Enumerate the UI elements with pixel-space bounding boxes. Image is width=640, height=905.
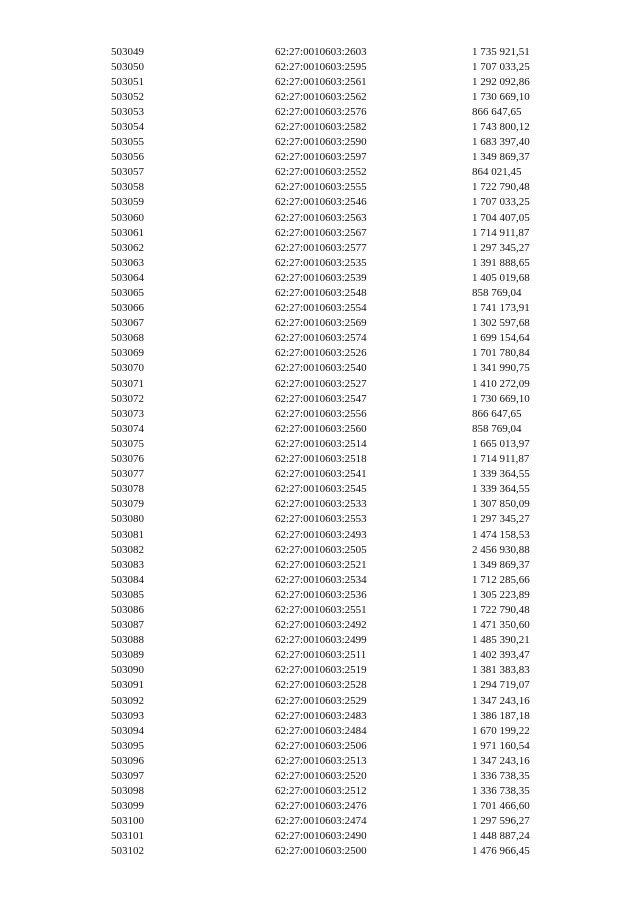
record-number-cell: 503084 bbox=[111, 573, 144, 586]
table-row bbox=[0, 150, 640, 165]
cadastral-number-cell: 62:27:0010603:2529 bbox=[275, 694, 367, 707]
record-number-cell: 503070 bbox=[111, 362, 144, 375]
record-number-cell: 503083 bbox=[111, 558, 144, 571]
cadastral-number-cell: 62:27:0010603:2528 bbox=[275, 679, 367, 692]
amount-cell: 1 735 921,51 bbox=[472, 45, 530, 58]
table-row bbox=[0, 180, 640, 195]
amount-cell: 1 704 407,05 bbox=[472, 211, 530, 224]
record-number-cell: 503064 bbox=[111, 271, 144, 284]
cadastral-number-cell: 62:27:0010603:2560 bbox=[275, 422, 367, 435]
record-number-cell: 503093 bbox=[111, 709, 144, 722]
record-number-cell: 503098 bbox=[111, 785, 144, 798]
table-row bbox=[0, 618, 640, 633]
record-number-cell: 503049 bbox=[111, 45, 144, 58]
cadastral-number-cell: 62:27:0010603:2533 bbox=[275, 498, 367, 511]
cadastral-number-cell: 62:27:0010603:2548 bbox=[275, 287, 367, 299]
amount-cell: 858 769,04 bbox=[472, 422, 522, 435]
amount-cell: 1 347 243,16 bbox=[472, 694, 530, 707]
table-row bbox=[0, 211, 640, 226]
cadastral-number-cell: 62:27:0010603:2603 bbox=[275, 45, 367, 58]
amount-cell: 858 769,04 bbox=[472, 287, 522, 299]
record-number-cell: 503071 bbox=[111, 377, 144, 390]
amount-cell: 1 701 780,84 bbox=[472, 347, 530, 360]
cadastral-number-cell: 62:27:0010603:2547 bbox=[275, 392, 367, 405]
table-row bbox=[0, 135, 640, 150]
table-row bbox=[0, 407, 640, 422]
record-number-cell: 503075 bbox=[111, 437, 144, 450]
amount-cell: 1 410 272,09 bbox=[472, 377, 530, 390]
amount-cell: 1 381 383,83 bbox=[472, 664, 530, 677]
table-row bbox=[0, 467, 640, 482]
table-row bbox=[0, 829, 640, 844]
amount-cell: 1 722 790,48 bbox=[472, 603, 530, 616]
table-row bbox=[0, 316, 640, 331]
cadastral-number-cell: 62:27:0010603:2569 bbox=[275, 317, 367, 330]
amount-cell: 1 294 719,07 bbox=[472, 679, 530, 692]
cadastral-number-cell: 62:27:0010603:2576 bbox=[275, 105, 367, 118]
table-row bbox=[0, 331, 640, 346]
amount-cell: 1 292 092,86 bbox=[472, 75, 530, 88]
amount-cell: 1 699 154,64 bbox=[472, 332, 530, 345]
table-row bbox=[0, 558, 640, 573]
amount-cell: 866 647,65 bbox=[472, 105, 522, 118]
record-number-cell: 503081 bbox=[111, 528, 144, 541]
record-number-cell: 503078 bbox=[111, 483, 144, 496]
table-row bbox=[0, 75, 640, 90]
table-row bbox=[0, 603, 640, 618]
table-row bbox=[0, 90, 640, 105]
cadastral-number-cell: 62:27:0010603:2535 bbox=[275, 256, 367, 269]
cadastral-number-cell: 62:27:0010603:2563 bbox=[275, 211, 367, 224]
cadastral-number-cell: 62:27:0010603:2536 bbox=[275, 588, 367, 601]
record-number-cell: 503051 bbox=[111, 75, 144, 88]
cadastral-number-cell: 62:27:0010603:2493 bbox=[275, 528, 367, 541]
table-row bbox=[0, 648, 640, 663]
record-number-cell: 503101 bbox=[111, 830, 144, 843]
data-table bbox=[0, 45, 640, 860]
amount-cell: 1 391 888,65 bbox=[472, 256, 530, 269]
record-number-cell: 503076 bbox=[111, 453, 144, 466]
cadastral-number-cell: 62:27:0010603:2474 bbox=[275, 815, 367, 828]
amount-cell: 1 297 345,27 bbox=[472, 513, 530, 526]
record-number-cell: 503099 bbox=[111, 800, 144, 813]
table-row bbox=[0, 784, 640, 799]
amount-cell: 1 339 364,55 bbox=[472, 483, 530, 496]
amount-cell: 1 402 393,47 bbox=[472, 649, 530, 662]
record-number-cell: 503077 bbox=[111, 468, 144, 481]
cadastral-number-cell: 62:27:0010603:2483 bbox=[275, 709, 367, 722]
record-number-cell: 503086 bbox=[111, 603, 144, 616]
table-row bbox=[0, 301, 640, 316]
cadastral-number-cell: 62:27:0010603:2590 bbox=[275, 136, 367, 149]
table-row bbox=[0, 271, 640, 286]
record-number-cell: 503096 bbox=[111, 754, 144, 767]
amount-cell: 1 730 669,10 bbox=[472, 392, 530, 405]
record-number-cell: 503060 bbox=[111, 211, 144, 224]
cadastral-number-cell: 62:27:0010603:2513 bbox=[275, 754, 367, 767]
cadastral-number-cell: 62:27:0010603:2518 bbox=[275, 453, 367, 466]
amount-cell: 1 448 887,24 bbox=[472, 830, 530, 843]
table-row bbox=[0, 724, 640, 739]
record-number-cell: 503053 bbox=[111, 105, 144, 118]
cadastral-number-cell: 62:27:0010603:2490 bbox=[275, 830, 367, 843]
table-row bbox=[0, 678, 640, 693]
cadastral-number-cell: 62:27:0010603:2541 bbox=[275, 468, 367, 481]
amount-cell: 1 971 160,54 bbox=[472, 739, 530, 752]
cadastral-number-cell: 62:27:0010603:2561 bbox=[275, 75, 367, 88]
cadastral-number-cell: 62:27:0010603:2574 bbox=[275, 332, 367, 345]
amount-cell: 866 647,65 bbox=[472, 407, 522, 420]
table-row bbox=[0, 452, 640, 467]
table-row bbox=[0, 226, 640, 241]
amount-cell: 1 743 800,12 bbox=[472, 120, 530, 133]
table-row bbox=[0, 497, 640, 512]
table-row bbox=[0, 195, 640, 210]
cadastral-number-cell: 62:27:0010603:2556 bbox=[275, 407, 367, 420]
record-number-cell: 503095 bbox=[111, 739, 144, 752]
record-number-cell: 503069 bbox=[111, 347, 144, 360]
amount-cell: 1 305 223,89 bbox=[472, 588, 530, 601]
record-number-cell: 503100 bbox=[111, 815, 144, 828]
record-number-cell: 503080 bbox=[111, 513, 144, 526]
amount-cell: 1 485 390,21 bbox=[472, 634, 530, 647]
amount-cell: 1 297 596,27 bbox=[472, 815, 530, 828]
cadastral-number-cell: 62:27:0010603:2562 bbox=[275, 90, 367, 103]
amount-cell: 1 349 869,37 bbox=[472, 151, 530, 164]
amount-cell: 1 336 738,35 bbox=[472, 770, 530, 782]
amount-cell: 1 307 850,09 bbox=[472, 498, 530, 511]
amount-cell: 1 297 345,27 bbox=[472, 241, 530, 254]
table-row bbox=[0, 512, 640, 527]
amount-cell: 1 471 350,60 bbox=[472, 619, 530, 632]
table-row bbox=[0, 165, 640, 180]
table-row bbox=[0, 346, 640, 361]
cadastral-number-cell: 62:27:0010603:2540 bbox=[275, 362, 367, 375]
table-row bbox=[0, 241, 640, 256]
table-row bbox=[0, 60, 640, 75]
cadastral-number-cell: 62:27:0010603:2505 bbox=[275, 543, 367, 556]
record-number-cell: 503061 bbox=[111, 226, 144, 239]
cadastral-number-cell: 62:27:0010603:2551 bbox=[275, 603, 367, 616]
amount-cell: 1 339 364,55 bbox=[472, 468, 530, 481]
amount-cell: 1 707 033,25 bbox=[472, 196, 530, 209]
record-number-cell: 503091 bbox=[111, 679, 144, 692]
amount-cell: 1 707 033,25 bbox=[472, 60, 530, 73]
cadastral-number-cell: 62:27:0010603:2511 bbox=[275, 649, 367, 662]
table-row bbox=[0, 588, 640, 603]
table-row bbox=[0, 663, 640, 678]
cadastral-number-cell: 62:27:0010603:2520 bbox=[275, 770, 367, 782]
cadastral-number-cell: 62:27:0010603:2546 bbox=[275, 196, 367, 209]
table-row bbox=[0, 814, 640, 829]
record-number-cell: 503068 bbox=[111, 332, 144, 345]
cadastral-number-cell: 62:27:0010603:2492 bbox=[275, 619, 367, 632]
amount-cell: 1 722 790,48 bbox=[472, 181, 530, 194]
cadastral-number-cell: 62:27:0010603:2534 bbox=[275, 573, 367, 586]
cadastral-number-cell: 62:27:0010603:2552 bbox=[275, 166, 367, 179]
amount-cell: 2 456 930,88 bbox=[472, 543, 530, 556]
table-row bbox=[0, 694, 640, 709]
cadastral-number-cell: 62:27:0010603:2506 bbox=[275, 739, 367, 752]
cadastral-number-cell: 62:27:0010603:2577 bbox=[275, 241, 367, 254]
cadastral-number-cell: 62:27:0010603:2476 bbox=[275, 800, 367, 813]
record-number-cell: 503052 bbox=[111, 90, 144, 103]
table-row bbox=[0, 709, 640, 724]
table-row bbox=[0, 482, 640, 497]
table-row bbox=[0, 361, 640, 376]
cadastral-number-cell: 62:27:0010603:2500 bbox=[275, 845, 367, 858]
record-number-cell: 503062 bbox=[111, 241, 144, 254]
record-number-cell: 503058 bbox=[111, 181, 144, 194]
record-number-cell: 503073 bbox=[111, 407, 144, 420]
cadastral-number-cell: 62:27:0010603:2519 bbox=[275, 664, 367, 677]
record-number-cell: 503094 bbox=[111, 724, 144, 737]
cadastral-number-cell: 62:27:0010603:2554 bbox=[275, 302, 367, 315]
table-row bbox=[0, 769, 640, 784]
record-number-cell: 503088 bbox=[111, 634, 144, 647]
amount-cell: 1 670 199,22 bbox=[472, 724, 530, 737]
record-number-cell: 503074 bbox=[111, 422, 144, 435]
table-row bbox=[0, 377, 640, 392]
amount-cell: 1 714 911,87 bbox=[472, 226, 530, 239]
amount-cell: 1 741 173,91 bbox=[472, 302, 530, 315]
amount-cell: 1 714 911,87 bbox=[472, 453, 530, 466]
record-number-cell: 503055 bbox=[111, 136, 144, 149]
amount-cell: 1 476 966,45 bbox=[472, 845, 530, 858]
amount-cell: 1 405 019,68 bbox=[472, 271, 530, 284]
amount-cell: 1 347 243,16 bbox=[472, 754, 530, 767]
record-number-cell: 503092 bbox=[111, 694, 144, 707]
cadastral-number-cell: 62:27:0010603:2484 bbox=[275, 724, 367, 737]
cadastral-number-cell: 62:27:0010603:2512 bbox=[275, 785, 367, 798]
record-number-cell: 503067 bbox=[111, 317, 144, 330]
record-number-cell: 503059 bbox=[111, 196, 144, 209]
cadastral-number-cell: 62:27:0010603:2597 bbox=[275, 151, 367, 164]
record-number-cell: 503065 bbox=[111, 287, 144, 299]
table-row bbox=[0, 392, 640, 407]
table-row bbox=[0, 422, 640, 437]
amount-cell: 1 683 397,40 bbox=[472, 136, 530, 149]
record-number-cell: 503056 bbox=[111, 151, 144, 164]
cadastral-number-cell: 62:27:0010603:2526 bbox=[275, 347, 367, 360]
table-row bbox=[0, 633, 640, 648]
amount-cell: 1 386 187,18 bbox=[472, 709, 530, 722]
record-number-cell: 503063 bbox=[111, 256, 144, 269]
amount-cell: 1 349 869,37 bbox=[472, 558, 530, 571]
record-number-cell: 503082 bbox=[111, 543, 144, 556]
cadastral-number-cell: 62:27:0010603:2545 bbox=[275, 483, 367, 496]
amount-cell: 1 665 013,97 bbox=[472, 437, 530, 450]
record-number-cell: 503079 bbox=[111, 498, 144, 511]
cadastral-number-cell: 62:27:0010603:2527 bbox=[275, 377, 367, 390]
cadastral-number-cell: 62:27:0010603:2499 bbox=[275, 634, 367, 647]
record-number-cell: 503097 bbox=[111, 770, 144, 782]
cadastral-number-cell: 62:27:0010603:2582 bbox=[275, 120, 367, 133]
amount-cell: 1 730 669,10 bbox=[472, 90, 530, 103]
cadastral-number-cell: 62:27:0010603:2539 bbox=[275, 271, 367, 284]
amount-cell: 864 021,45 bbox=[472, 166, 522, 179]
record-number-cell: 503089 bbox=[111, 649, 144, 662]
cadastral-number-cell: 62:27:0010603:2521 bbox=[275, 558, 367, 571]
record-number-cell: 503072 bbox=[111, 392, 144, 405]
amount-cell: 1 302 597,68 bbox=[472, 317, 530, 330]
cadastral-number-cell: 62:27:0010603:2595 bbox=[275, 60, 367, 73]
table-row bbox=[0, 573, 640, 588]
cadastral-number-cell: 62:27:0010603:2514 bbox=[275, 437, 367, 450]
table-row bbox=[0, 799, 640, 814]
table-row bbox=[0, 437, 640, 452]
amount-cell: 1 336 738,35 bbox=[472, 785, 530, 798]
amount-cell: 1 341 990,75 bbox=[472, 362, 530, 375]
record-number-cell: 503054 bbox=[111, 120, 144, 133]
record-number-cell: 503090 bbox=[111, 664, 144, 677]
record-number-cell: 503057 bbox=[111, 166, 144, 179]
record-number-cell: 503050 bbox=[111, 60, 144, 73]
table-row bbox=[0, 528, 640, 543]
table-row bbox=[0, 543, 640, 558]
amount-cell: 1 712 285,66 bbox=[472, 573, 530, 586]
record-number-cell: 503085 bbox=[111, 588, 144, 601]
amount-cell: 1 701 466,60 bbox=[472, 800, 530, 813]
table-row bbox=[0, 739, 640, 754]
table-row bbox=[0, 256, 640, 271]
table-row bbox=[0, 286, 640, 301]
record-number-cell: 503066 bbox=[111, 302, 144, 315]
amount-cell: 1 474 158,53 bbox=[472, 528, 530, 541]
table-row bbox=[0, 844, 640, 859]
record-number-cell: 503102 bbox=[111, 845, 144, 858]
table-row bbox=[0, 45, 640, 60]
cadastral-number-cell: 62:27:0010603:2555 bbox=[275, 181, 367, 194]
record-number-cell: 503087 bbox=[111, 619, 144, 632]
table-row bbox=[0, 105, 640, 120]
table-row bbox=[0, 120, 640, 135]
cadastral-number-cell: 62:27:0010603:2553 bbox=[275, 513, 367, 526]
cadastral-number-cell: 62:27:0010603:2567 bbox=[275, 226, 367, 239]
table-row bbox=[0, 754, 640, 769]
